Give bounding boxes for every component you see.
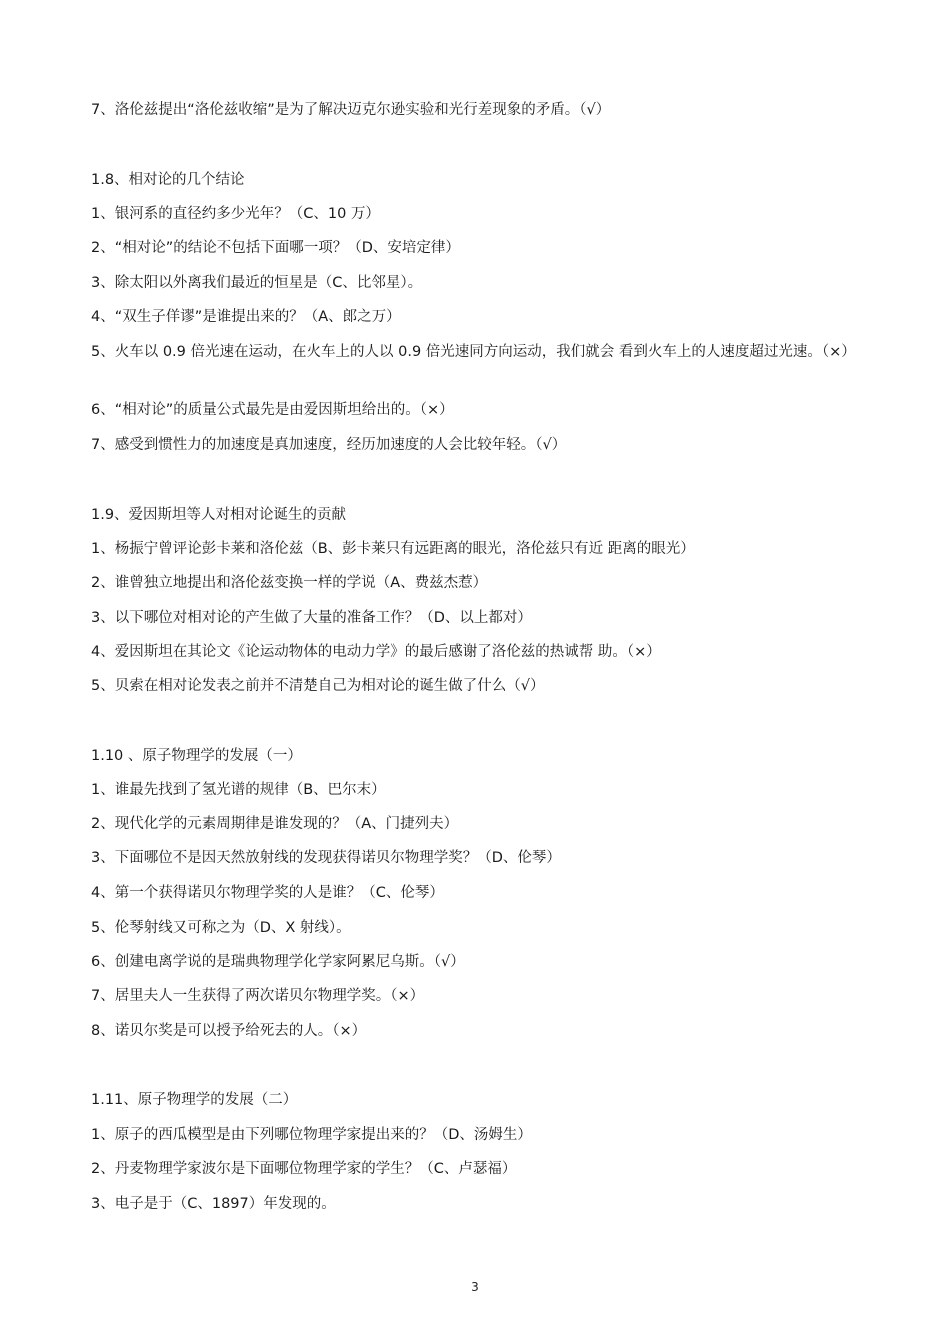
question-1-9-1: 1、杨振宁曾评论彭卡莱和洛伦兹（B、彭卡莱只有远距离的眼光，洛伦兹只有近 距离的眼光） <box>91 541 695 557</box>
question-1-10-5: 5、伦琴射线又可称之为（D、X 射线）。 <box>91 920 351 936</box>
question-1-11-1: 1、原子的西瓜模型是由下列哪位物理学家提出来的？（D、汤姆生） <box>91 1127 532 1143</box>
question-1-8-7: 7、感受到惯性力的加速度是真加速度，经历加速度的人会比较年轻。（√） <box>91 437 567 453</box>
question-1-9-2: 2、谁曾独立地提出和洛伦兹变换一样的学说（A、费兹杰惹） <box>91 575 488 591</box>
question-1-10-7: 7、居里夫人一生获得了两次诺贝尔物理学奖。（×） <box>91 988 425 1004</box>
question-1-10-2: 2、现代化学的元素周期律是谁发现的？（A、门捷列夫） <box>91 816 459 832</box>
question-1-11-2: 2、丹麦物理学家波尔是下面哪位物理学家的学生？（C、卢瑟福） <box>91 1161 517 1177</box>
question-1-10-1: 1、谁最先找到了氢光谱的规律（B、巴尔末） <box>91 782 386 798</box>
question-1-10-4: 4、第一个获得诺贝尔物理学奖的人是谁？（C、伦琴） <box>91 885 444 901</box>
question-1-9-3: 3、以下哪位对相对论的产生做了大量的准备工作？（D、以上都对） <box>91 610 532 626</box>
section-heading-1-10: 1.10 、原子物理学的发展（一） <box>91 748 302 764</box>
question-1-10-6: 6、创建电离学说的是瑞典物理学化学家阿累尼乌斯。（√） <box>91 954 465 970</box>
question-1-9-5: 5、贝索在相对论发表之前并不清楚自己为相对论的诞生做了什么（√） <box>91 678 545 694</box>
page-number: 3 <box>471 1280 479 1294</box>
question-1-8-6: 6、“相对论”的质量公式最先是由爱因斯坦给出的。（×） <box>91 402 454 418</box>
question-1-10-8: 8、诺贝尔奖是可以授予给死去的人。（×） <box>91 1023 367 1039</box>
section-heading-1-8: 1.8、相对论的几个结论 <box>91 172 245 188</box>
question-1-9-4: 4、爱因斯坦在其论文《论运动物体的电动力学》的最后感谢了洛伦兹的热诚帮 助。（×） <box>91 644 661 660</box>
question-1-11-3: 3、电子是于（C、1897）年发现的。 <box>91 1196 336 1212</box>
question-1-8-4: 4、“双生子佯谬”是谁提出来的？（A、郎之万） <box>91 309 401 325</box>
question-1-10-3: 3、下面哪位不是因天然放射线的发现获得诺贝尔物理学奖？（D、伦琴） <box>91 850 561 866</box>
question-1-8-3: 3、除太阳以外离我们最近的恒星是（C、比邻星）。 <box>91 275 423 291</box>
question-1-7-7: 7、洛伦兹提出“洛伦兹收缩”是为了解决迈克尔逊实验和光行差现象的矛盾。（√） <box>91 102 611 118</box>
question-1-8-1: 1、银河系的直径约多少光年？（C、10 万） <box>91 206 380 222</box>
question-1-8-5: 5、火车以 0.9 倍光速在运动，在火车上的人以 0.9 倍光速同方向运动，我们就会 看到火车上的人速度超过光速。（×） <box>91 344 856 360</box>
section-heading-1-11: 1.11、原子物理学的发展（二） <box>91 1092 298 1108</box>
question-1-8-2: 2、“相对论”的结论不包括下面哪一项？（D、安培定律） <box>91 240 460 256</box>
section-heading-1-9: 1.9、爱因斯坦等人对相对论诞生的贡献 <box>91 507 347 523</box>
